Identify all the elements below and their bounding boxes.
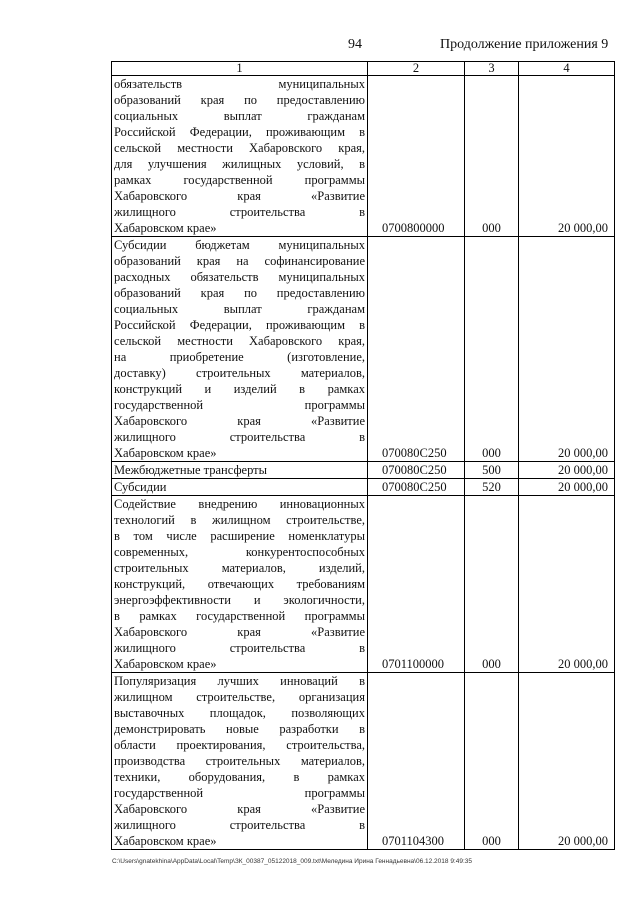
row-description [112,496,368,673]
description-line: области проектирования, строительства, [114,738,365,752]
page-number: 94 [348,37,362,52]
description-line: Хабаровском крае» [114,657,217,671]
description-line: строительных материалов, изделий, [114,561,365,575]
description-line: Хабаровском крае» [114,221,217,235]
row-description [112,462,368,479]
description-line: производства строительных материалов, [114,754,365,768]
description-line: социальных выплат гражданам [114,302,365,316]
row-kind: 000 [465,496,519,673]
description-line: Субсидии [114,480,167,494]
description-line: конструкций, отвечающих требованиям [114,577,365,591]
row-code: 0700800000 [368,76,465,237]
row-code: 070080С250 [368,479,465,496]
table-body [112,76,615,850]
row-amount: 20 000,00 [519,673,615,850]
description-line: жилищном строительстве, организация [114,690,365,704]
row-description [112,479,368,496]
column-header: 3 [465,62,519,76]
description-line: Содействие внедрению инновационных [114,497,365,511]
description-line: жилищного строительства в [114,430,365,444]
description-line: Популяризация лучших инноваций в [114,674,365,688]
description-line: Хабаровского края «Развитие [114,189,365,203]
table-row [112,673,615,850]
row-amount: 20 000,00 [519,76,615,237]
description-line: Хабаровском крае» [114,834,217,848]
description-line: расходных обязательств муниципальных [114,270,365,284]
description-line: Российской Федерации, проживающим в [114,125,365,139]
description-line: государственной программы [114,398,365,412]
description-line: конструкций и изделий в рамках [114,382,365,396]
description-line: государственной программы [114,786,365,800]
description-line: современных, конкурентоспособных [114,545,365,559]
description-line: сельской местности Хабаровского края, [114,141,365,155]
description-line: для улучшения жилищных условий, в [114,157,365,171]
description-line: жилищного строительства в [114,641,365,655]
row-kind: 000 [465,673,519,850]
table-row [112,462,615,479]
row-code: 0701100000 [368,496,465,673]
description-line: образований края на софинансирование [114,254,365,268]
description-line: Хабаровского края «Развитие [114,625,365,639]
description-line: Хабаровского края «Развитие [114,802,365,816]
description-line: Хабаровском крае» [114,446,217,460]
description-line: сельской местности Хабаровского края, [114,334,365,348]
row-kind: 000 [465,237,519,462]
row-kind: 500 [465,462,519,479]
description-line: демонстрировать новые разработки в [114,722,365,736]
description-line: образований края по предоставлению [114,93,365,107]
table-row [112,496,615,673]
description-line: Хабаровского края «Развитие [114,414,365,428]
description-line: Субсидии бюджетам муниципальных [114,238,365,252]
table-row [112,76,615,237]
description-line: на приобретение (изготовление, [114,350,365,364]
description-line: доставку) строительных материалов, [114,366,365,380]
continuation-title: Продолжение приложения 9 [440,37,609,52]
row-description [112,673,368,850]
description-line: Межбюджетные трансферты [114,463,268,477]
row-description [112,237,368,462]
description-line: жилищного строительства в [114,205,365,219]
column-header: 4 [519,62,615,76]
table-row [112,479,615,496]
footer-file-path: C:\Users\gnatekhina\AppData\Local\Temp\ЗК_00387_05122018_009.txt\Меледина Ирина Геннадьевна\06.12.2018 9:49:35 [112,858,473,865]
description-line: Российской Федерации, проживающим в [114,318,365,332]
description-line: образований края по предоставлению [114,286,365,300]
row-code: 070080С250 [368,237,465,462]
description-line: социальных выплат гражданам [114,109,365,123]
description-line: в том числе расширение номенклатуры [114,529,365,543]
column-header: 2 [368,62,465,76]
row-description [112,76,368,237]
description-line: жилищного строительства в [114,818,365,832]
table-header-row [112,62,615,76]
row-kind: 000 [465,76,519,237]
row-code: 0701104300 [368,673,465,850]
description-line: технологий в жилищном строительстве, [114,513,365,527]
description-line: выставочных площадок, позволяющих [114,706,365,720]
row-code: 070080С250 [368,462,465,479]
table-row [112,237,615,462]
description-line: энергоэффективности и экологичности, [114,593,365,607]
budget-table [111,61,615,850]
row-amount: 20 000,00 [519,479,615,496]
row-amount: 20 000,00 [519,237,615,462]
description-line: обязательств муниципальных [114,77,365,91]
column-header: 1 [112,62,368,76]
row-kind: 520 [465,479,519,496]
description-line: в рамках государственной программы [114,609,365,623]
row-amount: 20 000,00 [519,462,615,479]
description-line: рамках государственной программы [114,173,365,187]
row-amount: 20 000,00 [519,496,615,673]
description-line: техники, оборудования, в рамках [114,770,365,784]
